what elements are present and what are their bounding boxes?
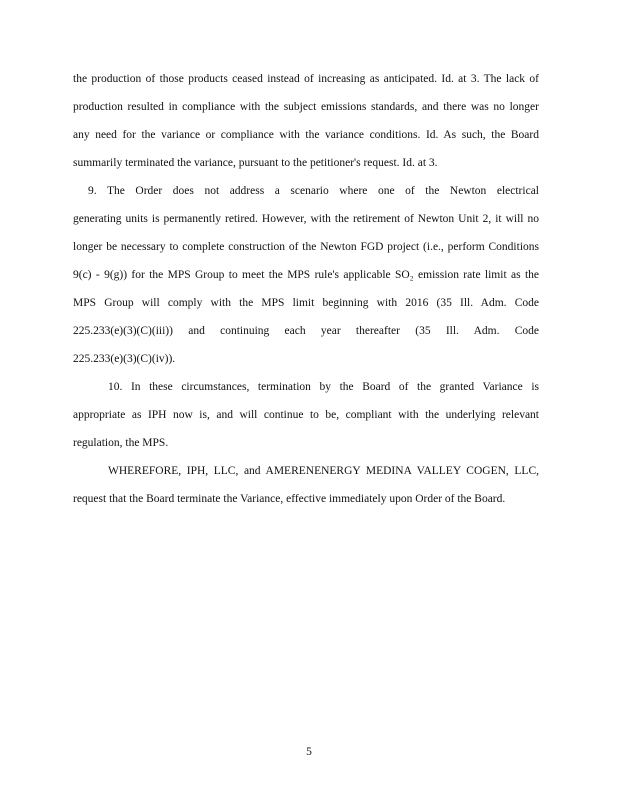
text-line: longer be necessary to complete construction of the Newton FGD project (i.e., perform Conditions [73, 241, 539, 253]
text-line: 225.233(e)(3)(C)(iv)). [73, 353, 176, 365]
text-line: request that the Board terminate the Variance, effective immediately upon Order of the Board. [73, 493, 506, 505]
text-line: 225.233(e)(3)(C)(iii)) and continuing each year thereafter (35 Ill. Adm. Code [73, 325, 539, 337]
paragraph-9-first-line: 9. The Order does not address a scenario where one of the Newton electrical [88, 185, 539, 197]
text-line: generating units is permanently retired. However, with the retirement of Newton Unit 2, it will no [73, 213, 539, 225]
paragraph-10-first-line: 10. In these circumstances, termination by the Board of the granted Variance is [108, 381, 539, 393]
text-line: MPS Group will comply with the MPS limit beginning with 2016 (35 Ill. Adm. Code [73, 297, 539, 309]
text-line: regulation, the MPS. [73, 437, 169, 449]
text-line: the production of those products ceased instead of increasing as anticipated. Id. at 3. The lack of [73, 73, 539, 85]
text-line: appropriate as IPH now is, and will continue to be, compliant with the underlying relevant [73, 409, 539, 421]
text-line: production resulted in compliance with the subject emissions standards, and there was no longer [73, 101, 539, 113]
text-line: any need for the variance or compliance with the variance conditions. Id. As such, the Board [73, 129, 539, 141]
page-number: 5 [306, 746, 312, 758]
text-line: summarily terminated the variance, pursuant to the petitioner's request. Id. at 3. [73, 157, 438, 169]
text-line: 9(c) - 9(g)) for the MPS Group to meet the MPS rule's applicable SO₂ emission rate limit as the [73, 269, 539, 281]
wherefore-line: WHEREFORE, IPH, LLC, and AMERENENERGY MEDINA VALLEY COGEN, LLC, [108, 465, 539, 477]
